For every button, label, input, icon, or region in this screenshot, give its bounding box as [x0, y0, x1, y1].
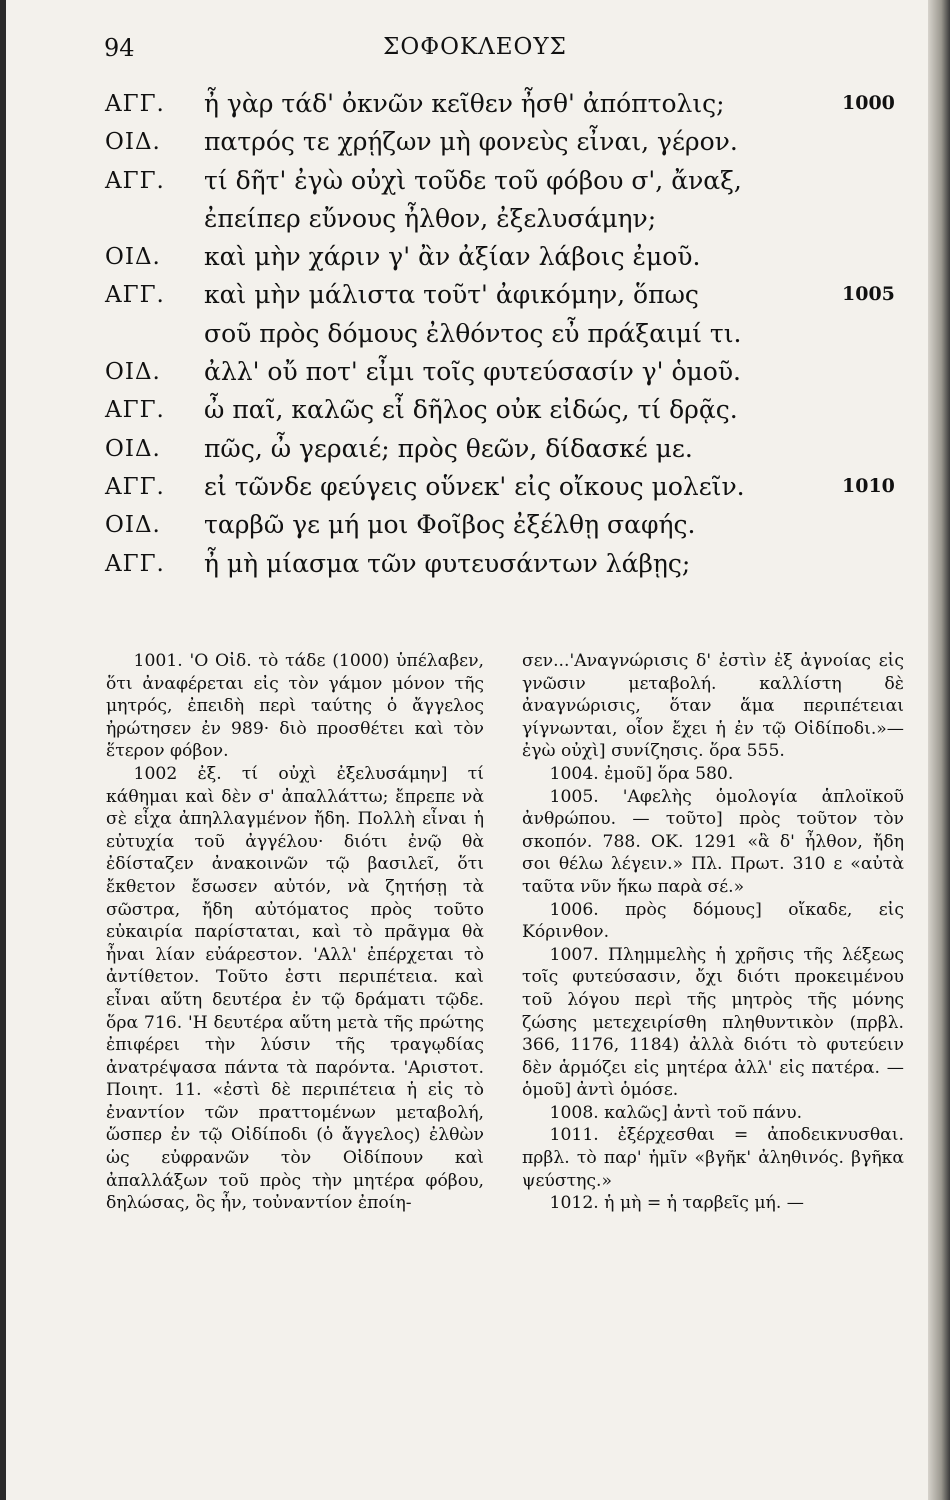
line-number: 1010 [842, 474, 895, 497]
speaker-label: ΑΓΓ. [105, 550, 165, 577]
commentary-note: 1007. Πλημμελὴς ἡ χρῆσις τῆς λέξεως τοῖς φυτεύσασιν, ὄχι διότι προκειμένου τοῦ λόγου περὶ τῆς μητρὸς τῆς μόνης ζώσης μετεχειρίσθη πληθυντικὸν (πρβλ. 366, 1176, 1184) ἀλλὰ διότι τὸ φυτεύειν δὲν ἁρμόζει εἰς μητέρα ἀλλ' εἰς πατέρα. — ὁμοῦ] ἀντὶ ὁμόσε. [522, 944, 904, 1101]
speaker-label: ΑΓΓ. [105, 282, 165, 309]
verse-line [0, 277, 950, 315]
speaker-label: ΟΙΔ. [105, 359, 161, 386]
commentary-note: 1011. ἐξέρχεσθαι = ἀποδεικνυσθαι. πρβλ. τὸ παρ' ἡμῖν «βγῆκ' ἀληθινός. βγῆκα ψεύστης.» [522, 1125, 904, 1191]
page-header [0, 28, 950, 68]
verse-line [0, 546, 950, 584]
speaker-label: ΟΙΔ. [105, 244, 161, 271]
verse-text: πῶς, ὦ γεραιέ; πρὸς θεῶν, δίδασκέ με. [204, 433, 693, 463]
speaker-label: ΟΙΔ. [105, 435, 161, 462]
line-number: 1005 [842, 283, 895, 306]
verse-line [0, 392, 950, 430]
line-number: 1000 [842, 92, 895, 114]
speaker-label: ΑΓΓ. [105, 167, 165, 194]
verse-text: καὶ μὴν χάριν γ' ἂν ἀξίαν λάβοις ἐμοῦ. [204, 242, 701, 272]
verse-line [0, 316, 950, 354]
commentary-note: σεν...'Αναγνώρισις δ' ἐστὶν ἐξ ἀγνοίας εἰς γνῶσιν μεταβολή. καλλίστη δὲ ἀναγνώρισις, ὅταν ἅμα περιπέτειαι γίγνωνται, οἷον ἔχει ἡ ἐν τῷ Οἰδίποδι.»—ἐγὼ οὐχὶ] συνίζησις. ὅρα 555. [522, 651, 904, 762]
commentary-note: 1012. ἡ μὴ = ἡ ταρβεῖς μή. — [549, 1193, 804, 1214]
verse-text: ὦ παῖ, καλῶς εἶ δῆλος οὐκ εἰδώς, τί δρᾷς. [204, 395, 738, 425]
verse-line [0, 469, 950, 507]
commentary-right-column [522, 650, 904, 1215]
verse-line [0, 86, 950, 124]
verse-line [0, 431, 950, 469]
commentary-note: 1002 ἐξ. τί οὐχὶ ἐξελυσάμην] τί κάθημαι καὶ δὲν σ' ἀπαλλάττω; ἔπρεπε νὰ σὲ εἶχα ἀπηλλαγμένον ἤδη. Πολλὴ εἶναι ἡ εὐτυχία τοῦ ἀγγέλου· διότι ἐνῷ θὰ ἐδίσταζεν ἀνακοινῶν τῷ βασιλεῖ, ὅτι ἔκθετον ἔσωσεν αὐτόν, νὰ ζητήσῃ τὰ σῶστρα, ἤδη αὐτόματος πρὸς τοῦτο εὐκαιρία παρίσταται, καὶ τὸ πρᾶγμα θὰ ἦναι λίαν εὐάρεστον. 'Αλλ' ἐπέρχεται τὸ ἀντίθετον. Τοῦτο ἐστι περιπέτεια. καὶ εἶναι αὕτη δευτέρα ἐν τῷ δράματι τῷδε. ὅρα 716. 'Η δευτέρα αὕτη μετὰ τῆς πρώτης ἐπιφέρει τὴν λύσιν τῆς τραγῳδίας ἀνατρέψασα πάντα τὰ παρόντα. 'Αριστοτ. Ποιητ. 11. «ἐστὶ δὲ περιπέτεια ἡ εἰς τὸ ἐναντίον τῶν πραττομένων μεταβολή, ὥσπερ ἐν τῷ Οἰδίποδι (ὁ ἄγγελος) ἐλθὼν ὡς εὐφρανῶν τὸν Οἰδίπουν καὶ ἀπαλλάξων τοῦ πρὸς τὴν μητέρα φόβου, δηλώσας, ὃς ἦν, τοὐναντίον ἐποίη- [106, 763, 484, 1214]
commentary-note: 1008. καλῶς] ἀντὶ τοῦ πάνυ. [549, 1102, 803, 1123]
verse-text: ἦ μὴ μίασμα τῶν φυτευσάντων λάβῃς; [204, 548, 691, 578]
verse-block [0, 86, 950, 584]
speaker-label: ΑΓΓ. [105, 397, 165, 424]
verse-text: εἰ τῶνδε φεύγεις οὕνεκ' εἰς οἴκους μολεῖν. [204, 471, 745, 501]
verse-line [0, 354, 950, 392]
verse-line [0, 239, 950, 277]
verse-text: σοῦ πρὸς δόμους ἐλθόντος εὖ πράξαιμί τι. [204, 318, 742, 348]
page-number: 94 [104, 34, 135, 62]
verse-text: καὶ μὴν μάλιστα τοῦτ' ἀφικόμην, ὅπως [204, 280, 699, 310]
verse-text: ταρβῶ γε μή μοι Φοῖβος ἐξέλθῃ σαφής. [204, 510, 696, 540]
verse-line [0, 201, 950, 239]
verse-line [0, 507, 950, 545]
verse-text: ἀλλ' οὔ ποτ' εἶμι τοῖς φυτεύσασίν γ' ὁμοῦ. [204, 357, 741, 387]
verse-line [0, 124, 950, 162]
verse-text: τί δῆτ' ἐγὼ οὐχὶ τοῦδε τοῦ φόβου σ', ἄναξ, [204, 165, 742, 195]
commentary-note: 1005. 'Αφελὴς ὁμολογία ἁπλοϊκοῦ ἀνθρώπου. — τοῦτο] πρὸς τοῦτον τὸν σκοπόν. 788. ΟΚ. 1291 «ἃ δ' ἦλθον, ἤδη σοι θέλω λέγειν.» Πλ. Πρωτ. 310 ε «αὐτὰ ταῦτα νῦν ἥκω παρὰ σέ.» [522, 786, 904, 897]
commentary-note: 1001. 'Ο Οἰδ. τὸ τάδε (1000) ὑπέλαβεν, ὅτι ἀναφέρεται εἰς τὸν γάμον μόνον τῆς μητρός, ἐπειδὴ περὶ ταύτης ὁ ἄγγελος ἠρώτησεν ἐν 989· διὸ προσθέτει καὶ τὸν ἕτερον φόβον. [106, 651, 484, 762]
verse-text: πατρός τε χρῄζων μὴ φονεὺς εἶναι, γέρον. [204, 127, 738, 157]
speaker-label: ΑΓΓ. [105, 91, 165, 117]
speaker-label: ΑΓΓ. [105, 473, 165, 500]
commentary-note: 1004. ἐμοῦ] ὅρα 580. [549, 763, 734, 784]
speaker-label: ΟΙΔ. [105, 512, 161, 539]
speaker-label: ΟΙΔ. [105, 129, 161, 156]
commentary-note: 1006. πρὸς δόμους] οἴκαδε, εἰς Κόρινθον. [522, 899, 904, 943]
verse-text: ἦ γὰρ τάδ' ὀκνῶν κεῖθεν ἦσθ' ἀπόπτολις; [204, 89, 725, 118]
commentary-left-column [106, 650, 484, 1215]
verse-line [0, 163, 950, 201]
verse-text: ἐπείπερ εὔνους ἦλθον, ἐξελυσάμην; [204, 203, 657, 233]
running-title: ΣΟΦΟΚΛΕΟΥΣ [383, 34, 567, 60]
